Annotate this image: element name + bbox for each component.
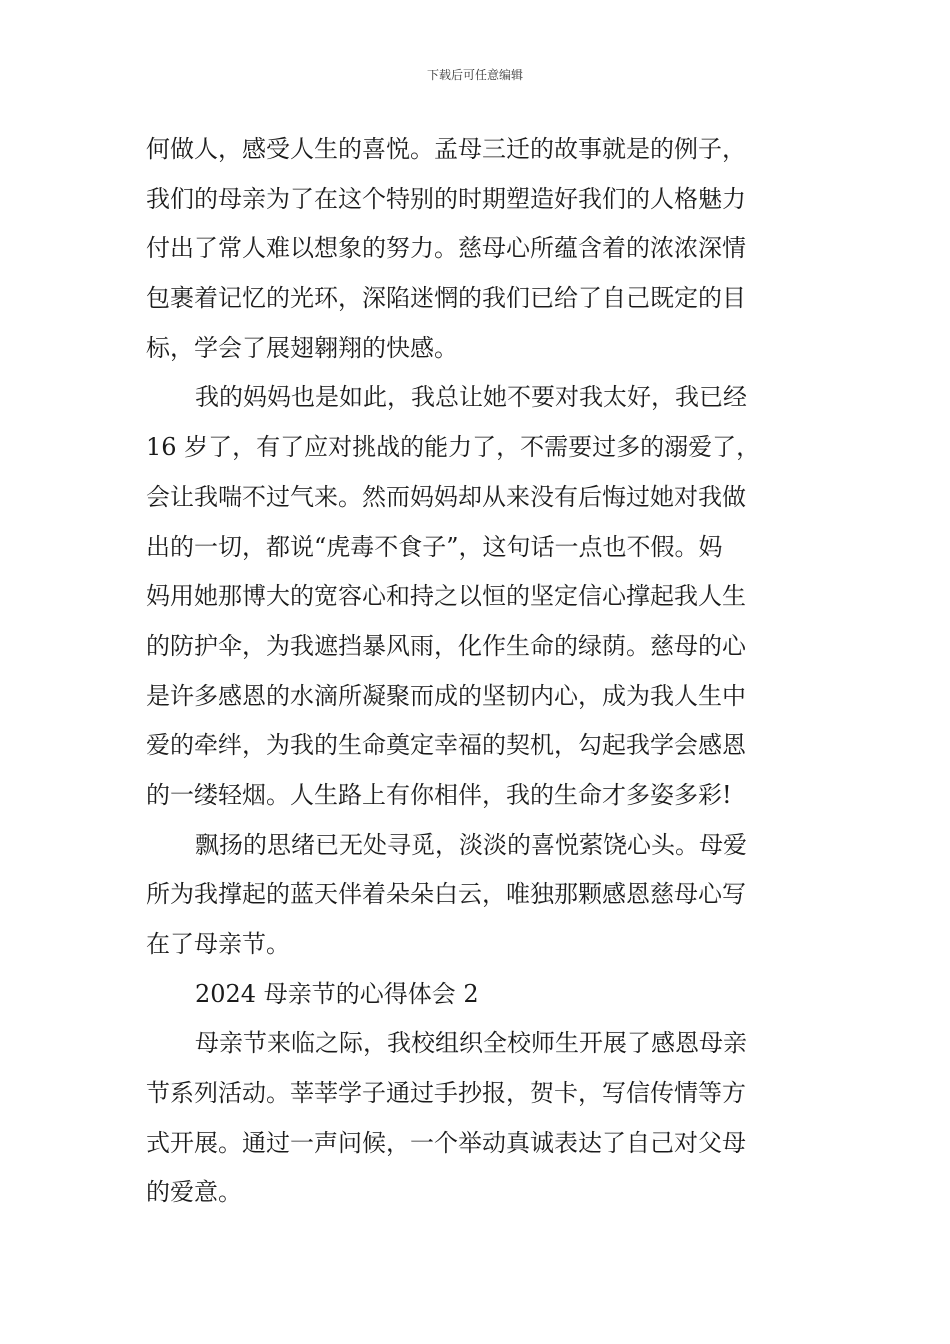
section-heading: 2024 母亲节的心得体会 2	[195, 979, 479, 1008]
text-line: 在了母亲节。	[146, 930, 290, 958]
text-line: 是许多感恩的水滴所凝聚而成的坚韧内心，成为我人生中	[146, 681, 746, 710]
text-line: 飘扬的思绪已无处寻觅，淡淡的喜悦萦饶心头。母爱	[195, 830, 747, 859]
text-line: 节系列活动。莘莘学子通过手抄报，贺卡，写信传情等方	[146, 1079, 746, 1108]
text-line: 16 岁了，有了应对挑战的能力了，不需要过多的溺爱了，	[146, 433, 761, 462]
text-line: 会让我喘不过气来。然而妈妈却从来没有后悔过她对我做	[146, 482, 746, 511]
text-line: 所为我撑起的蓝天伴着朵朵白云，唯独那颗感恩慈母心写	[146, 880, 746, 909]
text-line: 出的一切，都说“虎毒不食子”，这句话一点也不假。妈	[146, 532, 723, 561]
text-line: 我的妈妈也是如此，我总让她不要对我太好，我已经	[195, 383, 747, 412]
text-line: 付出了常人难以想象的努力。慈母心所蕴含着的浓浓深情	[146, 234, 746, 263]
text-line: 我们的母亲为了在这个特别的时期塑造好我们的人格魅力	[146, 184, 746, 213]
text-line: 式开展。通过一声问候，一个举动真诚表达了自己对父母	[146, 1128, 746, 1157]
text-line: 的一缕轻烟。人生路上有你相伴，我的生命才多姿多彩!	[146, 780, 732, 809]
text-line: 标，学会了展翅翱翔的快感。	[146, 333, 458, 362]
text-line: 包裹着记忆的光环，深陷迷惘的我们已给了自己既定的目	[146, 284, 746, 313]
text-line: 的防护伞，为我遮挡暴风雨，化作生命的绿荫。慈母的心	[146, 631, 746, 660]
document-body	[146, 125, 812, 1218]
text-line: 母亲节来临之际，我校组织全校师生开展了感恩母亲	[195, 1029, 747, 1058]
page-header-note: 下载后可任意编辑	[426, 68, 523, 82]
text-line: 妈用她那博大的宽容心和持之以恒的坚定信心撑起我人生	[146, 582, 746, 611]
text-line: 的爱意。	[146, 1178, 242, 1207]
text-line: 何做人，感受人生的喜悦。孟母三迁的故事就是的例子，	[146, 135, 746, 163]
text-line: 爱的牵绊，为我的生命奠定幸福的契机，勾起我学会感恩	[146, 731, 746, 760]
